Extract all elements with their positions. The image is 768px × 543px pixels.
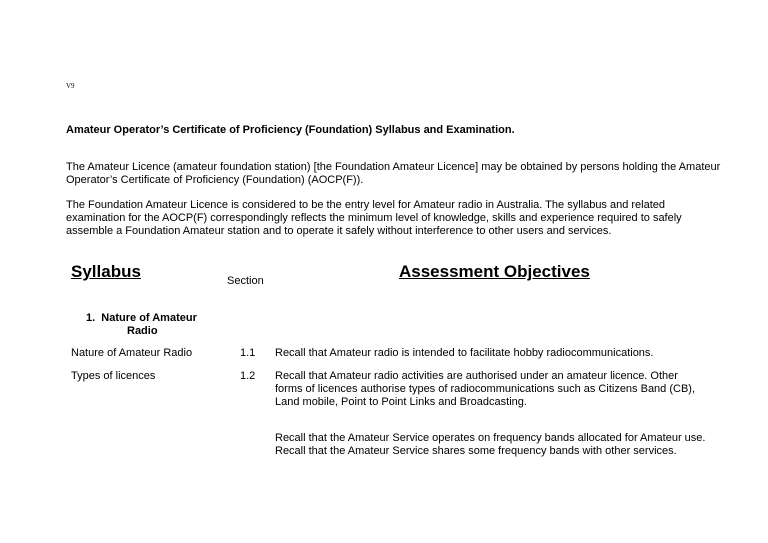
section-column-header: Section xyxy=(227,275,264,287)
syllabus-row-label: Nature of Amateur Radio xyxy=(71,347,193,359)
objective-text xyxy=(275,370,715,409)
objective-text-extra xyxy=(275,432,715,458)
objective-text xyxy=(275,347,715,360)
intro-paragraph-1: The Amateur Licence (amateur foundation station) [the Foundation Amateur Licence] may be obtained by persons holding the Amateur Operator’s Certificate of Proficiency (Foundation) (AOCP(F)). xyxy=(66,161,721,186)
objective-line: Recall that the Amateur Service operates on frequency bands allocated for Amateur use. xyxy=(275,432,706,444)
section-number: 1.1 xyxy=(240,347,256,359)
version-label: V9 xyxy=(66,82,75,90)
objective-line: Recall that Amateur radio activities are authorised under an amateur licence. Other xyxy=(275,370,678,382)
section-number: 1.2 xyxy=(240,370,256,382)
objective-line: forms of licences authorise types of radiocommunications such as Citizens Band (CB), xyxy=(275,383,696,395)
topic-number: 1 xyxy=(86,312,93,324)
topic-title-line1: Nature of Amateur xyxy=(101,312,197,324)
topic-heading: 1. Nature of Amateur Radio xyxy=(86,312,216,338)
objective-line: Land mobile, Point to Point Links and Broadcasting. xyxy=(275,396,527,408)
objective-line: Recall that the Amateur Service shares some frequency bands with other services. xyxy=(275,445,677,457)
objective-line: Recall that Amateur radio is intended to facilitate hobby radiocommunications. xyxy=(275,347,654,359)
document-heading: Amateur Operator’s Certificate of Proficiency (Foundation) Syllabus and Examination. xyxy=(66,124,515,136)
syllabus-row-label: Types of licences xyxy=(71,370,156,382)
syllabus-column-header: Syllabus xyxy=(71,262,141,281)
intro-paragraph-2: The Foundation Amateur Licence is considered to be the entry level for Amateur radio in Australia. The syllabus and related examination for the AOCP(F) correspondingly reflects the minimum level of knowledge, skills and experience required to safely assemble a Foundation Amateur station and to operate it safely without interference to other users and services. xyxy=(66,199,682,237)
objectives-column-header: Assessment Objectives xyxy=(399,262,590,281)
topic-title-line2: Radio xyxy=(127,325,158,337)
